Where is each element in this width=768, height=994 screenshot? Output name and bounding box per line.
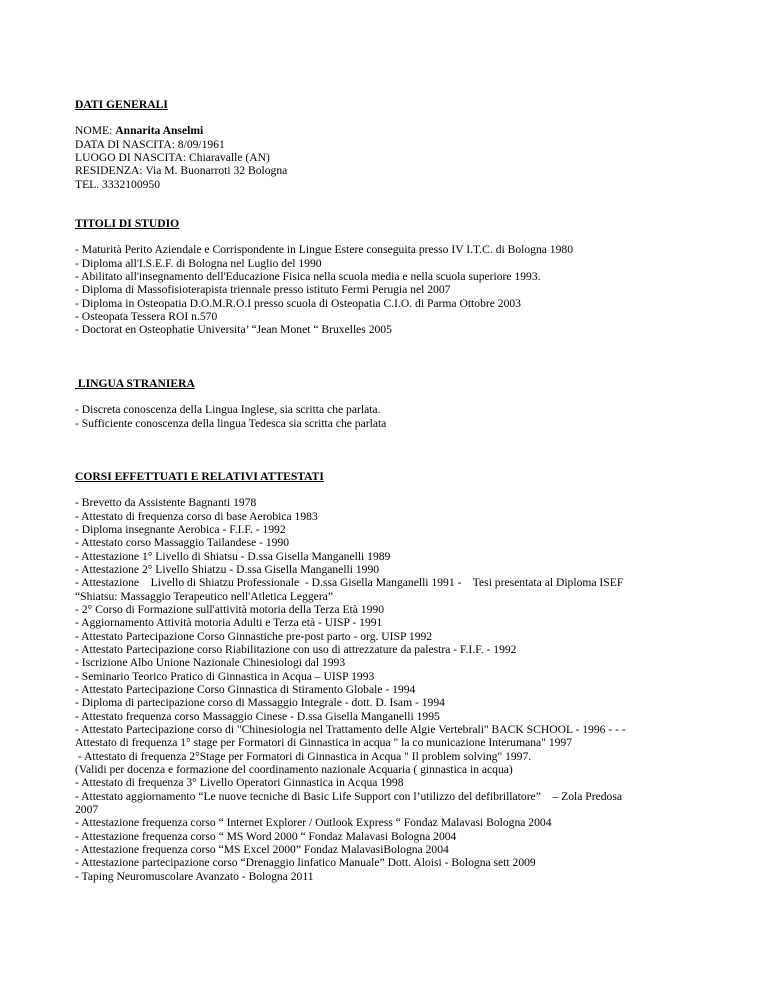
list-item: 2007 (75, 803, 99, 817)
heading-corsi: CORSI EFFETTUATI E RELATIVI ATTESTATI (75, 469, 324, 483)
spacer (75, 483, 728, 496)
list-item: - Attestazione Livello di Shiatzu Professionale - D.ssa Gisella Manganelli 1991 - Tesi presentata al Diploma ISEF (75, 576, 624, 590)
list-item: - Diploma insegnante Aerobica - F.I.F. - 1992 (75, 522, 286, 536)
spacer (75, 191, 728, 217)
list-item: (Validi per docenza e formazione del coordinamento nazionale Acquaria ( ginnastica in acqua) (75, 763, 513, 777)
titoli-studio-list (75, 243, 728, 336)
list-item: - 2° Corso di Formazione sull'attività motoria della Terza Età 1990 (75, 602, 384, 616)
nome-value: Annarita Anselmi (115, 124, 204, 138)
list-item: - Maturità Perito Aziendale e Corrispondente in Lingue Estere conseguita presso IV I.T.C. di Bologna 1980 (75, 243, 573, 257)
residenza-line: RESIDENZA: Via M. Buonarroti 32 Bologna (75, 164, 288, 178)
list-item: - Attestazione 2° Livello Shiatzu - D.ssa Gisella Manganelli 1990 (75, 562, 380, 576)
list-item: - Taping Neuromuscolare Avanzato - Bologna 2011 (75, 869, 314, 883)
nome-line (75, 124, 728, 137)
spacer (75, 230, 728, 243)
dati-generali-block (75, 124, 728, 191)
nome-label: NOME: (75, 124, 116, 138)
list-item: - Sufficiente conoscenza della lingua Tedesca sia scritta che parlata (75, 416, 387, 430)
list-item: - Attestazione frequenza corso “ Internet Explorer / Outlook Express “ Fondaz Malavasi Bologna 2004 (75, 816, 552, 830)
list-item: - Attestato Partecipazione corso Riabilitazione con uso di attrezzature da palestra - F.I.F. - 1992 (75, 642, 517, 656)
spacer (75, 390, 728, 403)
lingua-straniera-list (75, 403, 728, 430)
list-item: - Iscrizione Albo Unione Nazionale Chinesiologi dal 1993 (75, 656, 346, 670)
luogo-nascita-line: LUOGO DI NASCITA: Chiaravalle (AN) (75, 151, 270, 165)
list-item: “Shiatsu: Massaggio Terapeutico nell'Atletica Leggera” (75, 589, 333, 603)
list-item: - Attestato Partecipazione Corso Ginnastica di Stiramento Globale - 1994 (75, 683, 416, 696)
list-item: - Attestazione partecipazione corso “Drenaggio linfatico Manuale” Dott. Aloisi - Bologna sett 2009 (75, 856, 536, 870)
spacer (75, 430, 728, 457)
list-item: - Discreta conoscenza della Lingua Inglese, sia scritta che parlata. (75, 403, 381, 417)
corsi-list (75, 496, 728, 883)
list-item: - Abilitato all'insegnamento dell'Educazione Fisica nella scuola media e nella scuola superiore 1993. (75, 270, 541, 284)
list-item: - Attestato Partecipazione corso di "Chinesiologia nel Trattamento delle Algie Vertebrali" BACK SCHOOL - 1996 - - - (75, 723, 626, 737)
list-item: - Aggiornamento Attività motoria Adulti e Terza età - UISP - 1991 (75, 616, 383, 630)
list-item: - Doctorat en Osteophatie Universita’ “Jean Monet “ Bruxelles 2005 (75, 323, 392, 337)
list-item: - Brevetto da Assistente Bagnanti 1978 (75, 496, 257, 510)
list-item: - Diploma all'I.S.E.F. di Bologna nel Luglio del 1990 (75, 256, 322, 270)
tel-line: TEL. 3332100950 (75, 177, 161, 191)
list-item: - Diploma di Massofisioterapista triennale presso istituto Fermi Perugia nel 2007 (75, 283, 451, 297)
spacer (75, 111, 728, 124)
list-item: - Attestato corso Massaggio Tailandese - 1990 (75, 536, 290, 550)
list-item: - Diploma di partecipazione corso di Massaggio Integrale - dott. D. Isam - 1994 (75, 696, 445, 710)
heading-dati-generali: DATI GENERALI (75, 98, 168, 111)
list-item: - Attestato di frequenza corso di base Aerobica 1983 (75, 509, 318, 523)
list-item: - Attestato frequenza corso Massaggio Cinese - D.ssa Gisella Manganelli 1995 (75, 709, 440, 723)
list-item: - Attestato Partecipazione Corso Ginnastiche pre-post parto - org. UISP 1992 (75, 629, 433, 643)
list-item: - Attestato di frequenza 3° Livello Operatori Ginnastica in Acqua 1998 (75, 776, 404, 790)
list-item: - Attestato di frequenza 2°Stage per Formatori di Ginnastica in Acqua " Il problem solving" 1997. (75, 749, 532, 763)
heading-titoli-studio: TITOLI DI STUDIO (75, 217, 180, 231)
list-item: Attestato di frequenza 1° stage per Formatori di Ginnastica in acqua " la co municazione Interumana" 1997 (75, 736, 573, 750)
spacer (75, 457, 728, 470)
list-item: - Attestazione frequenza corso “MS Excel 2000” Fondaz MalavasiBologna 2004 (75, 843, 449, 857)
list-item: - Diploma in Osteopatia D.O.M.R.O.I presso scuola di Osteopatia C.I.O. di Parma Ottobre 2003 (75, 296, 521, 310)
heading-lingua-straniera: LINGUA STRANIERA (75, 376, 195, 390)
list-item: - Attestazione frequenza corso “ MS Word 2000 “ Fondaz Malavasi Bologna 2004 (75, 829, 457, 843)
list-item: - Attestazione 1° Livello di Shiatsu - D.ssa Gisella Manganelli 1989 (75, 549, 391, 563)
list-item: - Seminario Teorico Pratico di Ginnastica in Acqua – UISP 1993 (75, 669, 375, 683)
data-nascita-line: DATA DI NASCITA: 8/09/1961 (75, 137, 225, 151)
list-item: - Attestato aggiornamento “Le nuove tecniche di Basic Life Support con l’utilizzo del defibrillatore” – Zola Predosa (75, 789, 622, 803)
spacer (75, 337, 728, 364)
spacer (75, 364, 728, 377)
list-item: - Osteopata Tessera ROI n.570 (75, 310, 218, 324)
